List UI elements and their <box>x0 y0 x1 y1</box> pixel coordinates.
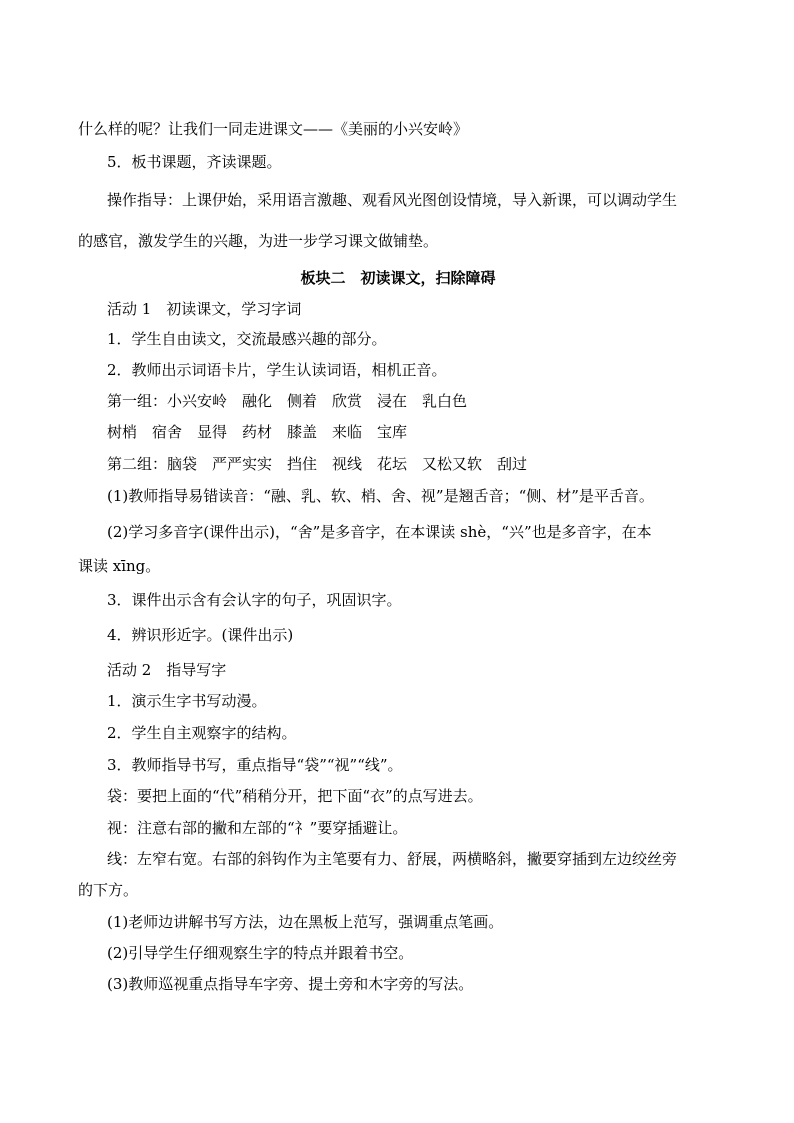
char-xian-note: 线：左窄右宽。右部的斜钩作为主笔要有力、舒展，两横略斜，撇要穿插到左边绞丝旁 <box>107 850 678 868</box>
paragraph-intro-end: 什么样的呢？让我们一同走进课文——《美丽的小兴安岭》 <box>78 120 469 138</box>
activity-2-step-3: 3．教师指导书写，重点指导“袋”“视”“线”。 <box>107 756 403 774</box>
word-group-1: 第一组：小兴安岭 融化 侧着 欣赏 浸在 乳白色 <box>107 392 468 410</box>
pronunciation-note: (1)教师指导易错读音：“融、乳、软、梢、舍、视”是翘舌音；“侧、材”是平舌音。 <box>107 487 654 505</box>
activity-1-step-1: 1．学生自由读文，交流最感兴趣的部分。 <box>107 330 387 348</box>
section-heading: 板块二 初读课文，扫除障碍 <box>300 269 496 287</box>
word-group-1-cont: 树梢 宿舍 显得 药材 膝盖 来临 宝库 <box>107 423 408 441</box>
writing-step-3: (3)教师巡视重点指导车字旁、提土旁和木字旁的写法。 <box>107 975 474 993</box>
step-5: 5．板书课题，齐读课题。 <box>107 153 282 171</box>
polyphone-note-cont: 课读 xīng。 <box>78 557 161 575</box>
guidance-paragraph: 操作指导：上课伊始，采用语言激趣、观看风光图创设情境，导入新课，可以调动学生 <box>107 191 678 209</box>
activity-1-step-4: 4．辨识形近字。(课件出示) <box>107 626 294 644</box>
word-group-2: 第二组：脑袋 严严实实 挡住 视线 花坛 又松又软 刮过 <box>107 455 528 473</box>
guidance-paragraph-cont: 的感官，激发学生的兴趣，为进一步学习课文做铺垫。 <box>78 232 439 250</box>
char-dai-note: 袋：要把上面的“代”稍稍分开，把下面“衣”的点写进去。 <box>107 787 483 805</box>
activity-1-step-2: 2．教师出示词语卡片，学生认读词语，相机正音。 <box>107 361 447 379</box>
polyphone-note: (2)学习多音字(课件出示)，“舍”是多音字，在本课读 shè，“兴”也是多音字，在本 <box>107 523 652 541</box>
char-shi-note: 视：注意右部的撇和左部的“礻”要穿插避让。 <box>107 819 408 837</box>
writing-step-1: (1)老师边讲解书写方法，边在黑板上范写，强调重点笔画。 <box>107 913 504 931</box>
char-xian-note-cont: 的下方。 <box>78 881 139 899</box>
activity-2-heading: 活动 2 指导写字 <box>107 661 227 679</box>
activity-2-step-1: 1．演示生字书写动漫。 <box>107 692 267 710</box>
activity-1-heading: 活动 1 初读课文，学习字词 <box>107 300 302 318</box>
activity-2-step-2: 2．学生自主观察字的结构。 <box>107 724 297 742</box>
writing-step-2: (2)引导学生仔细观察生字的特点并跟着书空。 <box>107 944 414 962</box>
activity-1-step-3: 3．课件出示含有会认字的句子，巩固识字。 <box>107 591 402 609</box>
